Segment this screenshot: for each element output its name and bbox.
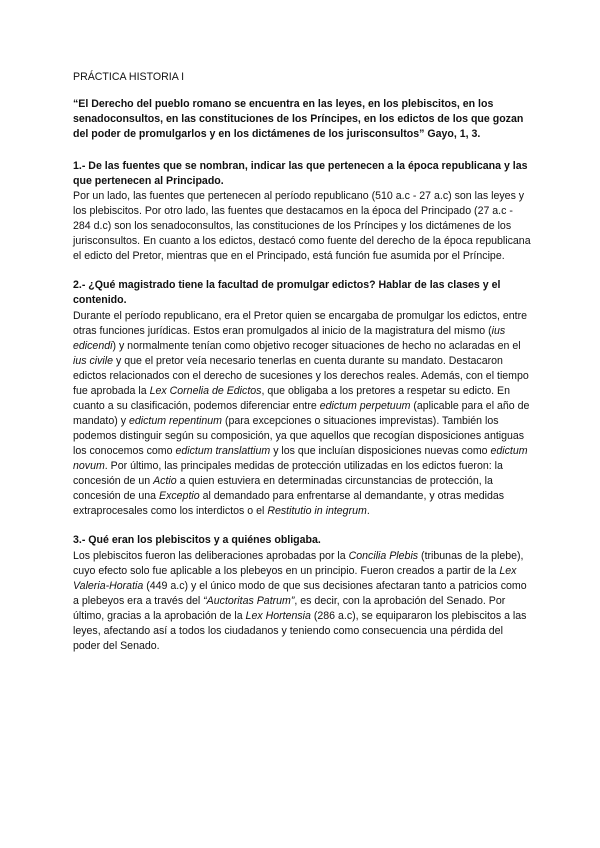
italic-term: Exceptio	[159, 490, 200, 503]
italic-term: “Auctoritas Patrum”	[203, 594, 295, 607]
italic-term: edictum perpetuum	[319, 399, 411, 412]
text-run: , que obligaba a los pretores a respetar su edicto. En cuanto a su clasificación, podemos diferenciar entre	[73, 384, 510, 412]
answer-paragraph-3	[73, 549, 531, 654]
text-run: (para excepciones o situaciones imprevistas). También los podemos distinguir según su composición, ya que aquellos que recogían disposiciones antiguas los conocemos como	[73, 414, 525, 458]
document-content	[73, 70, 531, 668]
text-run: a quien estuviera en determinadas circunstancias de protección, la concesión de una	[73, 475, 493, 503]
text-run: y los que incluían disposiciones nuevas como	[270, 445, 491, 458]
italic-term: Lex Cornelia de Edictos	[149, 384, 262, 397]
answer-paragraph-2	[73, 309, 531, 520]
italic-term: ius civile	[73, 354, 114, 367]
answer-paragraph-1	[73, 189, 531, 264]
question-section-3	[73, 533, 531, 654]
question-section-2	[73, 278, 531, 519]
text-run: (449 a.c) y el único modo de que sus decisiones afectaran tanto a patricios como a plebeyos era a través del	[73, 579, 527, 607]
text-run: .	[366, 505, 370, 518]
text-run: , es decir, con la aprobación del Senado. Por último, gracias a la aprobación de la	[73, 594, 506, 622]
question-heading-3: 3.- Qué eran los plebiscitos y a quiénes obligaba.	[73, 534, 321, 547]
text-run: Los plebiscitos fueron las deliberaciones aprobadas por la	[73, 549, 349, 562]
text-run: al demandado para enfrentarse al demandante, y otras medidas extraprocesales como los interdictos o el	[73, 490, 505, 518]
italic-term: Restitutio in integrum	[267, 505, 367, 518]
text-run: Por un lado, las fuentes que pertenecen al período republicano (510 a.c - 27 a.c) son las leyes y los plebiscitos. Por otro lado, las fuentes que destacamos en la época del Principado (27 a.c - 284 d.c) son los senadoconsultos, las constituciones de los Príncipes y los dictámenes de los jurisconsultos. En cuanto a los edictos, destacó como fuente del derecho de la época republicana el edicto del Pretor, mientras que en el Principado, está función fue asumida por el Príncipe.	[73, 190, 531, 263]
italic-term: Lex Hortensia	[245, 609, 311, 622]
text-run: y que el pretor veía necesario tenerlas en cuenta durante su mandato. Destacaron edictos relacionados con el derecho de sucesiones y los derechos reales. Además, con el tiempo fue aprobada la	[73, 354, 529, 397]
text-run: (aplicable para el año de mandato) y	[73, 399, 530, 427]
italic-term: ius edicendi	[73, 324, 506, 352]
italic-term: Concilia Plebis	[348, 549, 419, 562]
text-run: (286 a.c), se equipararon los plebiscitos a las leyes, afectando así a todos los ciudadanos y teniendo como consecuencia una pérdida del poder del Senado.	[73, 609, 527, 652]
text-run: ) y normalmente tenían como objetivo recoger situaciones de hecho no aclaradas en el	[112, 339, 521, 352]
document-title: PRÁCTICA HISTORIA I	[73, 71, 185, 83]
italic-term: edictum repentinum	[128, 414, 222, 427]
question-heading-1: 1.- De las fuentes que se nombran, indicar las que pertenecen a la época republicana y las que pertenecen al Principado.	[73, 159, 528, 187]
italic-term: edictum translattium	[175, 445, 271, 458]
question-heading-2: 2.- ¿Qué magistrado tiene la facultad de promulgar edictos? Hablar de las clases y el contenido.	[73, 279, 501, 307]
text-run: Durante el período republicano, era el Pretor quien se encargaba de promulgar los edictos, entre otras funciones jurídicas. Estos eran promulgados al inicio de la magistratura del mismo (	[73, 309, 528, 337]
gayo-quote: “El Derecho del pueblo romano se encuentra en las leyes, en los plebiscitos, en los senadoconsultos, en las constituciones de los Príncipes, en los edictos de los que gozan del poder de promulgarlos y en los dictámenes de los jurisconsultos” Gayo, 1, 3.	[73, 98, 524, 141]
text-run: (tribunas de la plebe), cuyo efecto solo fue aplicable a los plebeyos en un principio. Fueron creados a partir de la	[73, 549, 524, 577]
italic-term: edictum novum	[73, 445, 528, 473]
text-run: . Por último, las principales medidas de protección utilizadas en los edictos fueron: la concesión de un	[73, 460, 503, 488]
question-section-1	[73, 159, 531, 265]
italic-term: Lex Valeria-Horatia	[73, 564, 517, 592]
italic-term: Actio	[153, 475, 177, 488]
